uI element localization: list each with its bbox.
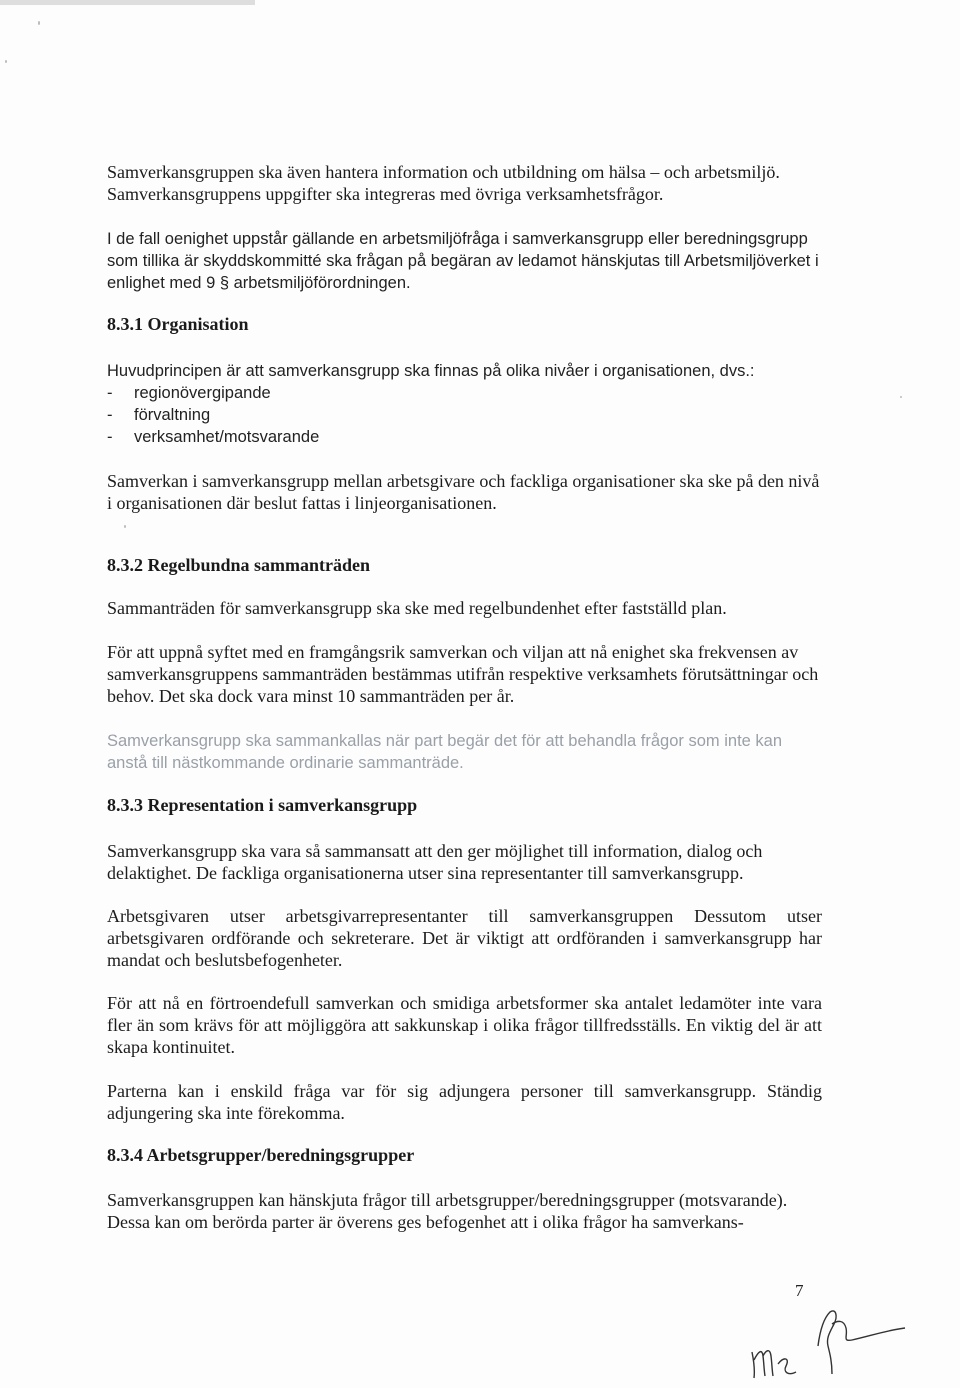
paragraph-working-groups: Samverkansgruppen kan hänskjuta frågor till arbetsgrupper/beredningsgrupper (motsvarande). Dessa kan om berörda parter är överens ges befogenhet att i olika frågor ha samverkans- bbox=[107, 1190, 788, 1232]
scan-edge-strip bbox=[0, 0, 255, 5]
page-number: 7 bbox=[795, 1281, 804, 1300]
paragraph-member-count: För att nå en förtroendefull samverkan och smidiga arbetsformer ska antalet ledamöter inte vara fler än som krävs för att möjliggöra att sakkunskap i olika frågor tillfredsställs. En viktig del är att skapa kontinuitet. bbox=[107, 993, 822, 1057]
list-item bbox=[107, 404, 319, 426]
scan-speck bbox=[38, 21, 40, 25]
list-item bbox=[107, 382, 319, 404]
heading-8-3-3: 8.3.3 Representation i samverkansgrupp bbox=[107, 795, 418, 815]
list-item-label: regionövergipande bbox=[134, 384, 271, 402]
scan-speck bbox=[5, 60, 7, 63]
scan-speck bbox=[900, 396, 902, 398]
paragraph-organisation-intro: Huvudprincipen är att samverkansgrupp ska finnas på olika nivåer i organisationen, dvs.: bbox=[107, 362, 755, 380]
paragraph-disagreement: I de fall oenighet uppstår gällande en arbetsmiljöfråga i samverkansgrupp eller beredningsgrupp som tillika är skyddskommitté ska frågan på begäran av ledamot hänskjutas till Arbetsmiljöverket i enlighet med 9 § arbetsmiljöförordningen. bbox=[107, 230, 819, 292]
organisation-levels-list bbox=[107, 382, 319, 448]
list-marker: - bbox=[107, 428, 113, 446]
heading-8-3-1: 8.3.1 Organisation bbox=[107, 314, 249, 334]
paragraph-health-environment: Samverkansgruppen ska även hantera information och utbildning om hälsa – och arbetsmiljö. Samverkansgruppens uppgifter ska integreras med övriga verksamhetsfrågor. bbox=[107, 162, 780, 204]
list-item-label: förvaltning bbox=[134, 406, 211, 424]
paragraph-representation: Samverkansgrupp ska vara så sammansatt att den ger möjlighet till information, dialog och delaktighet. De fackliga organisationerna utser sina representanter till samverkansgrupp. bbox=[107, 841, 763, 883]
heading-8-3-4: 8.3.4 Arbetsgrupper/beredningsgrupper bbox=[107, 1145, 415, 1165]
heading-8-3-2: 8.3.2 Regelbundna sammanträden bbox=[107, 555, 371, 575]
paragraph-samverkan-level: Samverkan i samverkansgrupp mellan arbetsgivare och fackliga organisationer ska ske på den nivå i organisationen där beslut fattas i linjeorganisationen. bbox=[107, 471, 820, 513]
list-marker: - bbox=[107, 384, 113, 402]
list-item-label: verksamhet/motsvarande bbox=[134, 428, 320, 446]
scan-speck bbox=[124, 525, 126, 528]
paragraph-meetings-plan: Sammanträden för samverkansgrupp ska ske med regelbundenhet efter fastställd plan. bbox=[107, 598, 727, 618]
paragraph-adjunction: Parterna kan i enskild fråga var för sig adjungera personer till samverkansgrupp. Ständig adjungering ska inte förekomma. bbox=[107, 1081, 822, 1123]
paragraph-employer-representatives: Arbetsgivaren utser arbetsgivarrepresentanter till samverkansgruppen Dessutom utser arbetsgivaren ordförande och sekreterare. Det är viktigt att ordföranden i samverkansgrupp har mandat och beslutsbefogenheter. bbox=[107, 906, 822, 970]
list-item bbox=[107, 426, 319, 448]
paragraph-meetings-frequency: För att uppnå syftet med en framgångsrik samverkan och viljan att nå enighet ska frekvensen av samverkansgruppens sammanträden bestämmas utifrån respektive verksamhets förutsättningar och behov. Det ska dock vara minst 10 sammanträden per år. bbox=[107, 642, 819, 706]
handwritten-signature bbox=[740, 1290, 910, 1380]
paragraph-extra-meetings: Samverkansgrupp ska sammankallas när part begär det för att behandla frågor som inte kan anstå till nästkommande ordinarie sammanträde. bbox=[107, 732, 783, 772]
list-marker: - bbox=[107, 406, 113, 424]
